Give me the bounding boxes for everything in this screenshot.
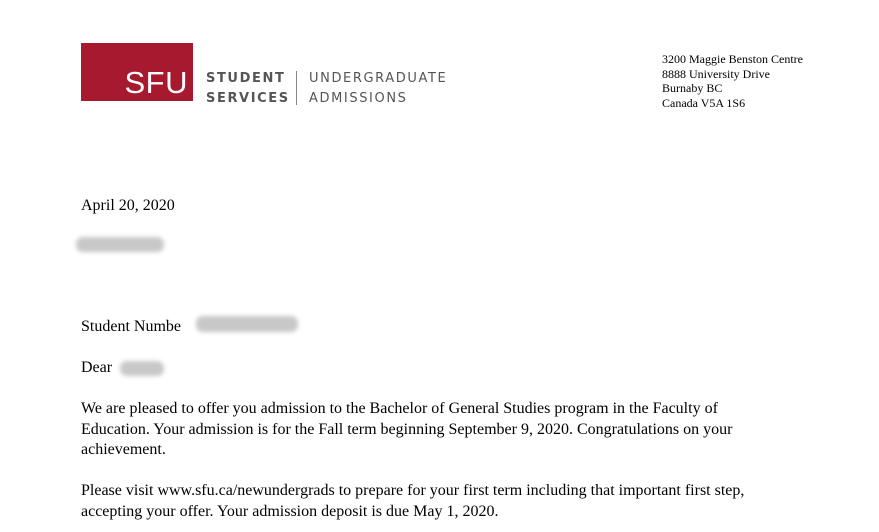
department-divider — [296, 71, 297, 105]
address-line-4: Canada V5A 1S6 — [662, 95, 746, 110]
redacted-student-number — [196, 316, 298, 332]
department-right-line-1: UNDERGRADUATE — [309, 71, 448, 86]
paragraph2-line-1: Please visit www.sfu.ca/newundergrads to prepare for your first term including that important first step, — [81, 482, 745, 499]
redacted-salutation-name — [120, 361, 164, 376]
address-line-3: Burnaby BC — [662, 81, 723, 95]
next-steps-paragraph — [81, 481, 841, 522]
student-number-label: Student Numbe — [81, 318, 181, 335]
redacted-recipient-name — [76, 237, 164, 252]
office-address — [662, 52, 803, 110]
address-line-2: 8888 University Drive — [662, 66, 770, 81]
department-right-line-2: ADMISSIONS — [309, 91, 408, 106]
paragraph2-line-2: accepting your offer. Your admission deposit is due May 1, 2020. — [81, 502, 499, 520]
logo-text: SFU — [124, 65, 188, 100]
letter-date: April 20, 2020 — [81, 197, 175, 214]
address-line-1: 3200 Maggie Benston Centre — [662, 52, 803, 66]
department-name-left — [206, 69, 290, 109]
sfu-logo — [81, 43, 193, 101]
paragraph1-line-2: Education. Your admission is for the Fall term beginning September 9, 2020. Congratulations on your — [81, 420, 733, 438]
admission-offer-paragraph — [81, 399, 841, 461]
paragraph1-line-3: achievement. — [81, 441, 166, 458]
department-left-line-1: STUDENT — [206, 71, 286, 86]
department-name-right — [309, 69, 447, 109]
salutation: Dear — [81, 359, 113, 376]
paragraph1-line-1: We are pleased to offer you admission to the Bachelor of General Studies program in the Faculty of — [81, 400, 718, 417]
department-left-line-2: SERVICES — [206, 91, 290, 106]
